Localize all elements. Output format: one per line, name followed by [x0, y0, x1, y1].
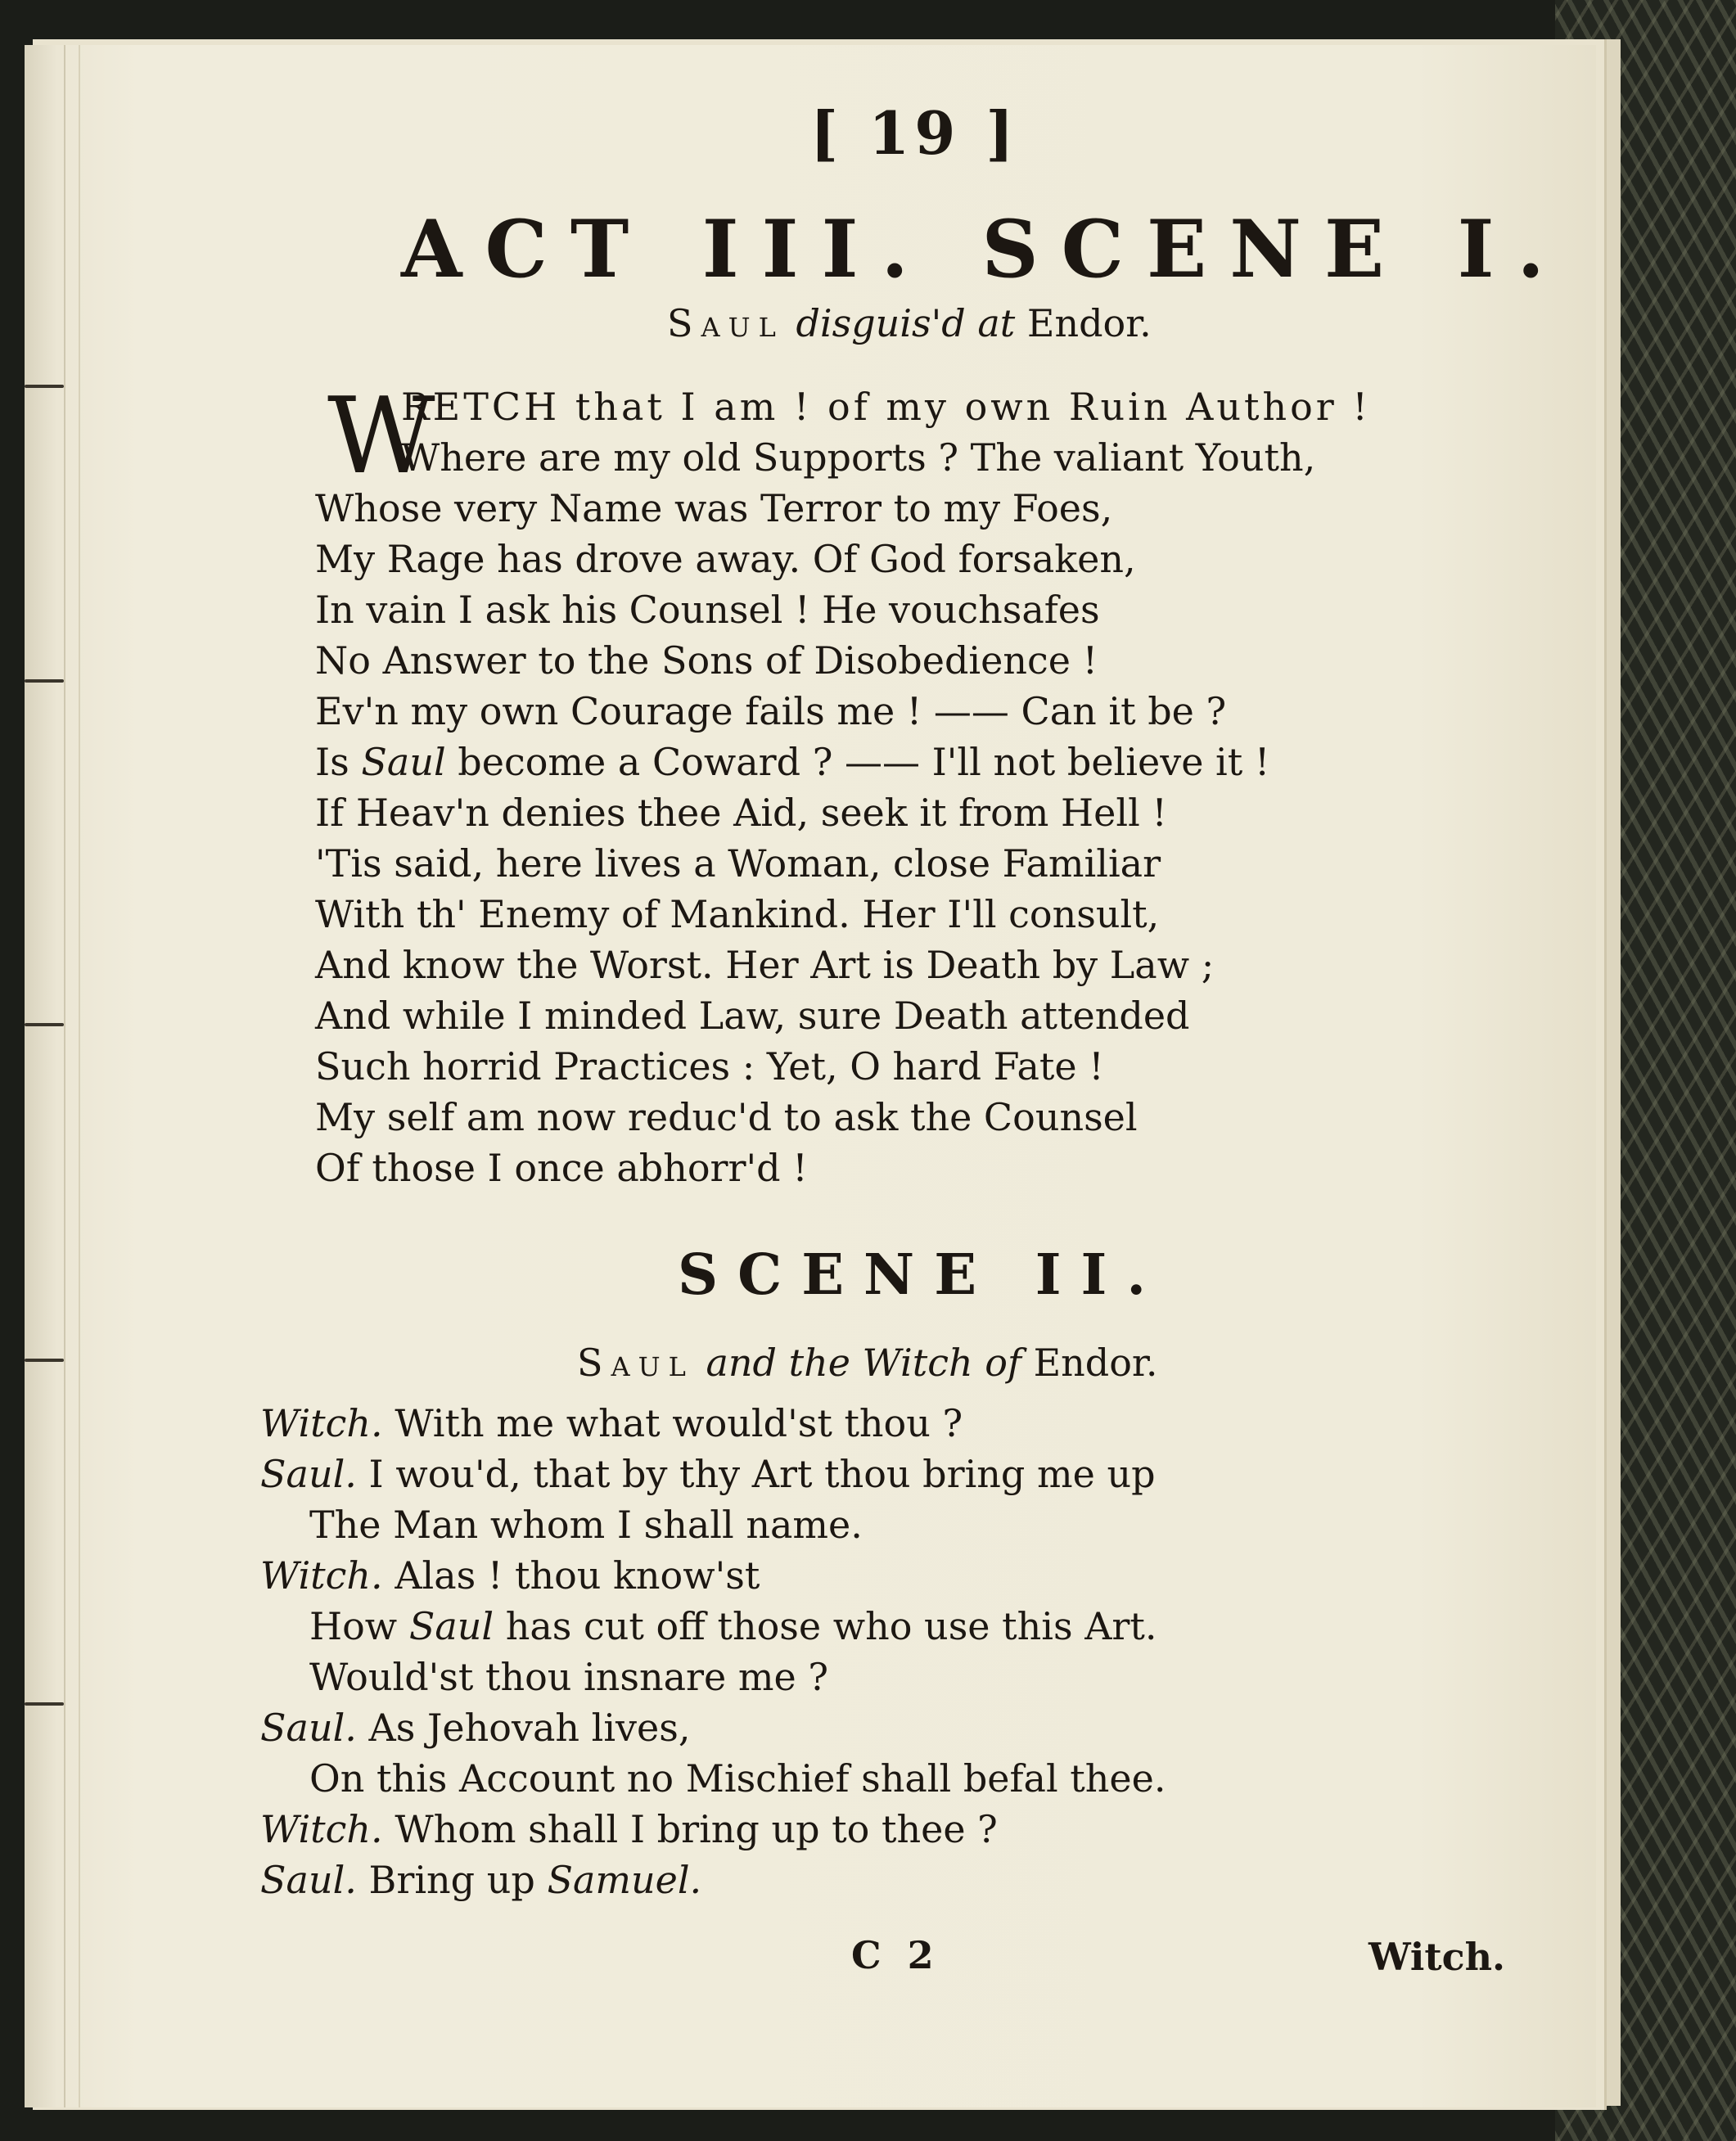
dialogue-text: Alas ! thou know'st	[395, 1553, 760, 1598]
dialogue-text: As Jehovah lives,	[368, 1706, 691, 1750]
speaker-name: Witch.	[260, 1401, 383, 1445]
verse-line: RETCH that I am ! of my own Ruin Author !	[401, 385, 1371, 429]
speaker-name: Witch.	[260, 1553, 383, 1598]
verse-line: My self am now reduc'd to ask the Counsel	[315, 1095, 1138, 1139]
dialogue-text: On this Account no Mischief shall befal thee.	[309, 1756, 1166, 1801]
scene1-subtitle	[667, 301, 1152, 345]
dialogue-text: Whom shall I bring up to thee ?	[395, 1807, 998, 1851]
page-number: [ 19 ]	[810, 98, 1019, 168]
subtitle-text: disguis'd at	[796, 301, 1016, 345]
signature-mark: C 2	[851, 1933, 940, 1977]
speaker-name: Saul.	[260, 1706, 357, 1750]
dialogue-line	[260, 1807, 998, 1851]
scene2-subtitle	[577, 1341, 1157, 1385]
scene2-heading: SCENE II.	[678, 1242, 1166, 1308]
verse-line: My Rage has drove away. Of God forsaken,	[315, 537, 1136, 581]
dialogue-text: How Saul has cut off those who use this Art.	[309, 1604, 1157, 1648]
dialogue-line	[260, 1858, 701, 1902]
verse-line: Whose very Name was Terror to my Foes,	[315, 486, 1113, 530]
drop-cap: W	[327, 376, 435, 498]
dialogue-line	[260, 1452, 1156, 1496]
catchword: Witch.	[1369, 1935, 1506, 1979]
speaker-name: Saul.	[260, 1452, 357, 1496]
dialogue-line	[309, 1503, 863, 1547]
dialogue-line	[260, 1706, 691, 1750]
subtitle-character: Saul	[577, 1341, 694, 1385]
dialogue-line	[309, 1655, 828, 1699]
dialogue-text: The Man whom I shall name.	[309, 1503, 863, 1547]
dialogue-line	[260, 1553, 760, 1598]
dialogue-text: Bring up Samuel.	[368, 1858, 702, 1902]
subtitle-place: Endor.	[1033, 1341, 1158, 1385]
verse-line: If Heav'n denies thee Aid, seek it from Hell !	[315, 791, 1167, 835]
verse-line: And know the Worst. Her Art is Death by Law ;	[315, 943, 1215, 987]
dialogue-line	[260, 1401, 963, 1445]
verse-line: Is Saul become a Coward ? —— I'll not believe it !	[315, 740, 1270, 784]
verse-line: Of those I once abhorr'd !	[315, 1146, 808, 1190]
act-heading: ACT III. SCENE I.	[401, 203, 1567, 295]
verse-line: No Answer to the Sons of Disobedience !	[315, 638, 1098, 683]
dialogue-line	[309, 1756, 1166, 1801]
dialogue-line	[309, 1604, 1157, 1648]
verse-line: With th' Enemy of Mankind. Her I'll consult,	[315, 892, 1160, 936]
verse-line: Where are my old Supports ? The valiant Youth,	[401, 435, 1316, 480]
verse-line: Ev'n my own Courage fails me ! —— Can it be ?	[315, 689, 1227, 733]
dialogue-text: With me what would'st thou ?	[395, 1401, 963, 1445]
verse-line: And while I minded Law, sure Death attended	[315, 994, 1190, 1038]
speaker-name: Saul.	[260, 1858, 357, 1902]
speaker-name: Witch.	[260, 1807, 383, 1851]
verse-line: In vain I ask his Counsel ! He vouchsafes	[315, 588, 1100, 632]
subtitle-place: Endor.	[1026, 301, 1152, 345]
subtitle-text: and the Witch of	[706, 1341, 1021, 1385]
dialogue-text: Would'st thou insnare me ?	[309, 1655, 829, 1699]
verse-line: Such horrid Practices : Yet, O hard Fate !	[315, 1044, 1104, 1089]
dialogue-text: I wou'd, that by thy Art thou bring me up	[368, 1452, 1156, 1496]
verse-line: 'Tis said, here lives a Woman, close Familiar	[315, 841, 1161, 886]
subtitle-character: Saul	[667, 301, 784, 345]
